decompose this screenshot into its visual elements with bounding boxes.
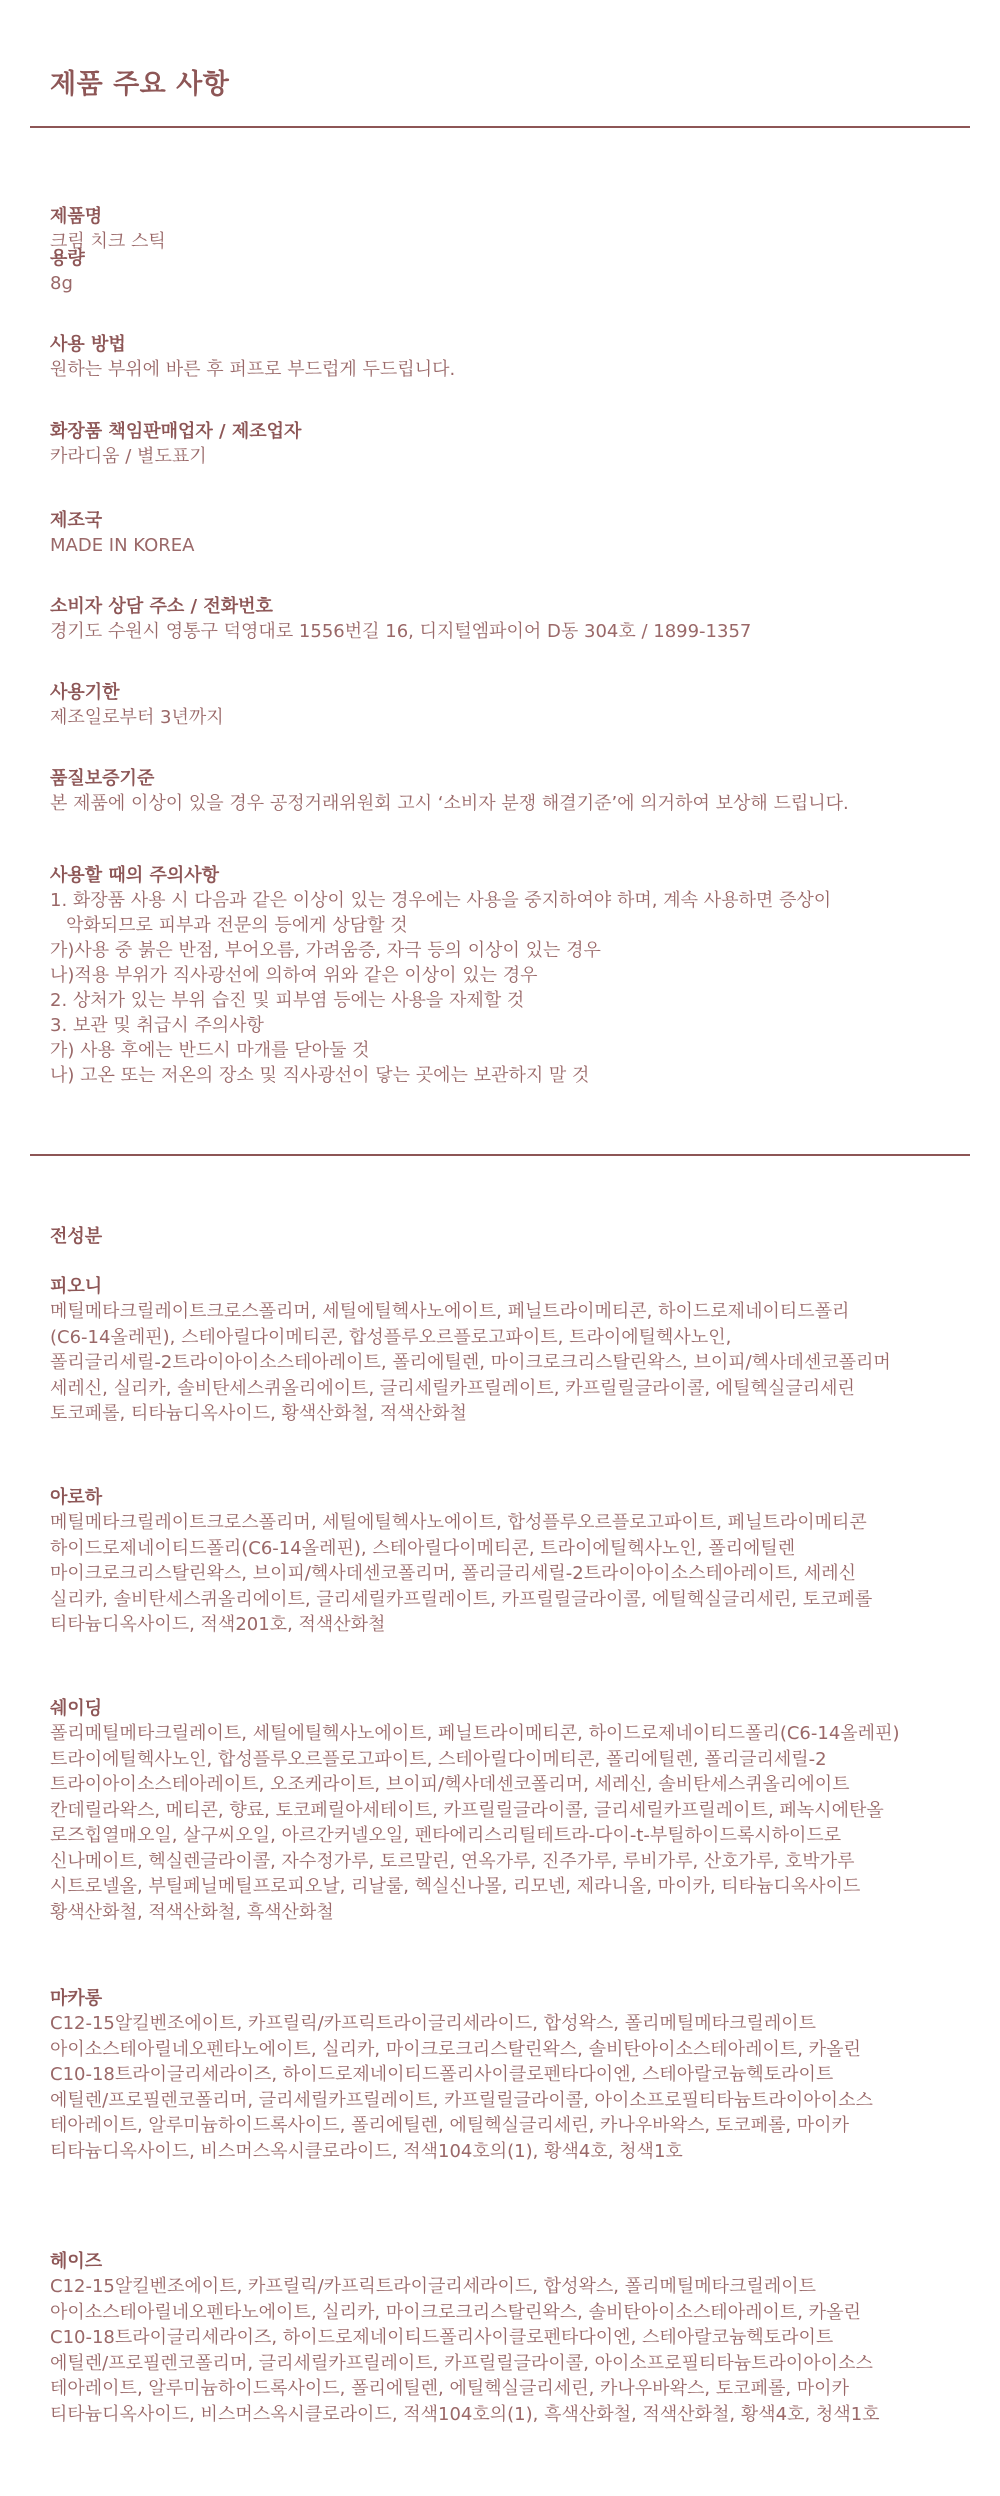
ingredient-line: 트라이아이소스테아레이트, 오조케라이트, 브이피/헥사데센코폴리머, 세레신, 솔비탄세스퀴올리에이트 <box>50 1774 850 1795</box>
ingredient-line: C12-15알킬벤조에이트, 카프릴릭/카프릭트라이글리세라이드, 합성왁스, 폴리메틸메타크릴레이트 <box>50 2013 817 2034</box>
field-contact <box>50 595 980 645</box>
ingredient-line: 티타늄디옥사이드, 적색201호, 적색산화철 <box>50 1614 386 1635</box>
ingredient-line: (C6-14올레핀), 스테아릴다이메티콘, 합성플루오르플로고파이트, 트라이에틸헥사노인, <box>50 1326 732 1348</box>
field-quality-standard <box>50 767 980 817</box>
caution-line: 나) 고온 또는 저온의 장소 및 직사광선이 닿는 곳에는 보관하지 말 것 <box>50 1065 590 1086</box>
shade-haze <box>50 2250 980 2427</box>
field-label: 화장품 책임판매업자 / 제조업자 <box>50 421 302 442</box>
field-value: 크림 치크 스틱 <box>50 231 166 252</box>
ingredient-line: C10-18트라이글리세라이즈, 하이드로제네이티드폴리사이클로펜타다이엔, 스테아랄코늄헥토라이트 <box>50 2327 834 2348</box>
field-label: 제품명 <box>50 206 103 227</box>
page-title: 제품 주요 사항 <box>50 69 230 100</box>
ingredient-line: 로즈힙열매오일, 살구씨오일, 아르간커넬오일, 펜타에리스리틸테트라-다이-t-부틸하이드록시하이드로 <box>50 1825 842 1846</box>
ingredient-line: 시트로넬올, 부틸페닐메틸프로피오날, 리날룰, 헥실신나몰, 리모넨, 제라니올, 마이카, 티타늄디옥사이드 <box>50 1876 861 1897</box>
ingredient-line: 세레신, 실리카, 솔비탄세스퀴올리에이트, 글리세릴카프릴레이트, 카프릴릴글라이콜, 에틸헥실글리세린 <box>50 1377 855 1399</box>
field-label: 용량 <box>50 248 85 269</box>
field-value: 8g <box>50 273 73 294</box>
top-divider <box>30 126 970 128</box>
caution-line: 악화되므로 피부과 전문의 등에게 상담할 것 <box>66 915 408 936</box>
caution-label: 사용할 때의 주의사항 <box>50 865 220 886</box>
ingredient-list <box>50 1510 980 1638</box>
ingredients-title: 전성분 <box>50 1226 103 1247</box>
ingredient-list <box>50 2011 980 2164</box>
field-label: 품질보증기준 <box>50 768 155 789</box>
ingredient-line: 티타늄디옥사이드, 비스머스옥시클로라이드, 적색104호의(1), 흑색산화철, 적색산화철, 황색4호, 청색1호 <box>50 2403 880 2425</box>
field-usage <box>50 333 980 383</box>
caution-line: 나)적용 부위가 직사광선에 의하여 위와 같은 이상이 있는 경우 <box>50 965 538 986</box>
ingredient-list <box>50 1721 980 1925</box>
field-capacity <box>50 247 980 297</box>
field-manufacturer <box>50 420 980 470</box>
field-value: MADE IN KOREA <box>50 535 195 556</box>
field-value: 원하는 부위에 바른 후 퍼프로 부드럽게 두드립니다. <box>50 359 456 380</box>
shade-name: 마카롱 <box>50 1988 103 2009</box>
ingredient-line: 아이소스테아릴네오펜타노에이트, 실리카, 마이크로크리스탈린왁스, 솔비탄아이소스테아레이트, 카올린 <box>50 2038 861 2060</box>
field-expiry <box>50 681 980 731</box>
shade-name: 아로하 <box>50 1487 103 1508</box>
ingredient-line: 트라이에틸헥사노인, 합성플루오르플로고파이트, 스테아릴다이메티콘, 폴리에틸렌, 폴리글리세릴-2 <box>50 1748 827 1770</box>
ingredient-line: 칸데릴라왁스, 메티콘, 향료, 토코페릴아세테이트, 카프릴릴글라이콜, 글리세릴카프릴레이트, 페녹시에탄올 <box>50 1799 884 1821</box>
ingredient-line: 메틸메타크릴레이트크로스폴리머, 세틸에틸헥사노에이트, 페닐트라이메티콘, 하이드로제네이티드폴리 <box>50 1301 850 1322</box>
ingredient-line: 폴리메틸메타크릴레이트, 세틸에틸헥사노에이트, 페닐트라이메티콘, 하이드로제네이티드폴리(C6-14올레핀) <box>50 1723 900 1744</box>
field-value: 제조일로부터 3년까지 <box>50 707 224 728</box>
ingredient-line: 토코페롤, 티타늄디옥사이드, 황색산화철, 적색산화철 <box>50 1403 467 1424</box>
shade-shading <box>50 1697 980 1925</box>
ingredient-list <box>50 2274 980 2427</box>
ingredient-list <box>50 1299 980 1427</box>
caution-section <box>50 864 980 1088</box>
shade-aloha <box>50 1486 980 1638</box>
shade-name: 헤이즈 <box>50 2251 103 2272</box>
caution-list <box>50 888 980 1088</box>
ingredient-line: 아이소스테아릴네오펜타노에이트, 실리카, 마이크로크리스탈린왁스, 솔비탄아이소스테아레이트, 카올린 <box>50 2301 861 2323</box>
ingredient-line: 황색산화철, 적색산화철, 흑색산화철 <box>50 1901 334 1923</box>
caution-line: 가) 사용 후에는 반드시 마개를 닫아둘 것 <box>50 1040 370 1061</box>
field-label: 제조국 <box>50 510 103 531</box>
ingredient-line: C10-18트라이글리세라이즈, 하이드로제네이티드폴리사이클로펜타다이엔, 스테아랄코늄헥토라이트 <box>50 2064 834 2085</box>
ingredient-line: 폴리글리세릴-2트라이아이소스테아레이트, 폴리에틸렌, 마이크로크리스탈린왁스, 브이피/헥사데센코폴리머 <box>50 1352 891 1373</box>
ingredient-line: 신나메이트, 헥실렌글라이콜, 자수정가루, 토르말린, 연옥가루, 진주가루, 루비가루, 산호가루, 호박가루 <box>50 1850 855 1872</box>
field-label: 사용 방법 <box>50 334 126 355</box>
field-country <box>50 509 980 559</box>
field-value: 경기도 수원시 영통구 덕영대로 1556번길 16, 디지털엠파이어 D동 304호 / 1899-1357 <box>50 621 752 642</box>
ingredient-line: 하이드로제네이티드폴리(C6-14올레핀), 스테아릴다이메티콘, 트라이에틸헥사노인, 폴리에틸렌 <box>50 1537 796 1559</box>
field-label: 소비자 상담 주소 / 전화번호 <box>50 596 273 617</box>
ingredient-line: 마이크로크리스탈린왁스, 브이피/헥사데센코폴리머, 폴리글리세릴-2트라이아이소스테아레이트, 세레신 <box>50 1563 857 1584</box>
ingredients-heading-block <box>50 1225 980 1249</box>
caution-line: 3. 보관 및 취급시 주의사항 <box>50 1015 264 1036</box>
shade-peony <box>50 1275 980 1427</box>
ingredient-line: 메틸메타크릴레이트크로스폴리머, 세틸에틸헥사노에이트, 합성플루오르플로고파이트, 페닐트라이메티콘 <box>50 1512 867 1533</box>
shade-name: 피오니 <box>50 1276 103 1297</box>
ingredient-line: C12-15알킬벤조에이트, 카프릴릭/카프릭트라이글리세라이드, 합성왁스, 폴리메틸메타크릴레이트 <box>50 2276 817 2297</box>
shade-macaron <box>50 1987 980 2164</box>
caution-line: 2. 상처가 있는 부위 습진 및 피부염 등에는 사용을 자제할 것 <box>50 990 525 1011</box>
field-value: 본 제품에 이상이 있을 경우 공정거래위원회 고시 ‘소비자 분쟁 해결기준’에 의거하여 보상해 드립니다. <box>50 793 849 814</box>
ingredient-line: 에틸렌/프로필렌코폴리머, 글리세릴카프릴레이트, 카프릴릴글라이콜, 아이소프로필티타늄트라이아이소스 <box>50 2089 873 2111</box>
section-divider <box>30 1154 970 1156</box>
ingredient-line: 에틸렌/프로필렌코폴리머, 글리세릴카프릴레이트, 카프릴릴글라이콜, 아이소프로필티타늄트라이아이소스 <box>50 2352 873 2374</box>
field-value: 카라디움 / 별도표기 <box>50 446 207 467</box>
shade-name: 쉐이딩 <box>50 1698 103 1719</box>
ingredient-line: 티타늄디옥사이드, 비스머스옥시클로라이드, 적색104호의(1), 황색4호, 청색1호 <box>50 2140 683 2162</box>
ingredient-line: 테아레이트, 알루미늄하이드록사이드, 폴리에틸렌, 에틸헥실글리세린, 카나우바왁스, 토코페롤, 마이카 <box>50 2115 849 2136</box>
ingredient-line: 실리카, 솔비탄세스퀴올리에이트, 글리세릴카프릴레이트, 카프릴릴글라이콜, 에틸헥실글리세린, 토코페롤 <box>50 1588 873 1610</box>
field-label: 사용기한 <box>50 682 120 703</box>
caution-line: 1. 화장품 사용 시 다음과 같은 이상이 있는 경우에는 사용을 중지하여야 하며, 계속 사용하면 증상이 <box>50 890 832 911</box>
caution-line: 가)사용 중 붉은 반점, 부어오름, 가려움증, 자극 등의 이상이 있는 경우 <box>50 940 601 961</box>
ingredient-line: 테아레이트, 알루미늄하이드록사이드, 폴리에틸렌, 에틸헥실글리세린, 카나우바왁스, 토코페롤, 마이카 <box>50 2378 849 2399</box>
